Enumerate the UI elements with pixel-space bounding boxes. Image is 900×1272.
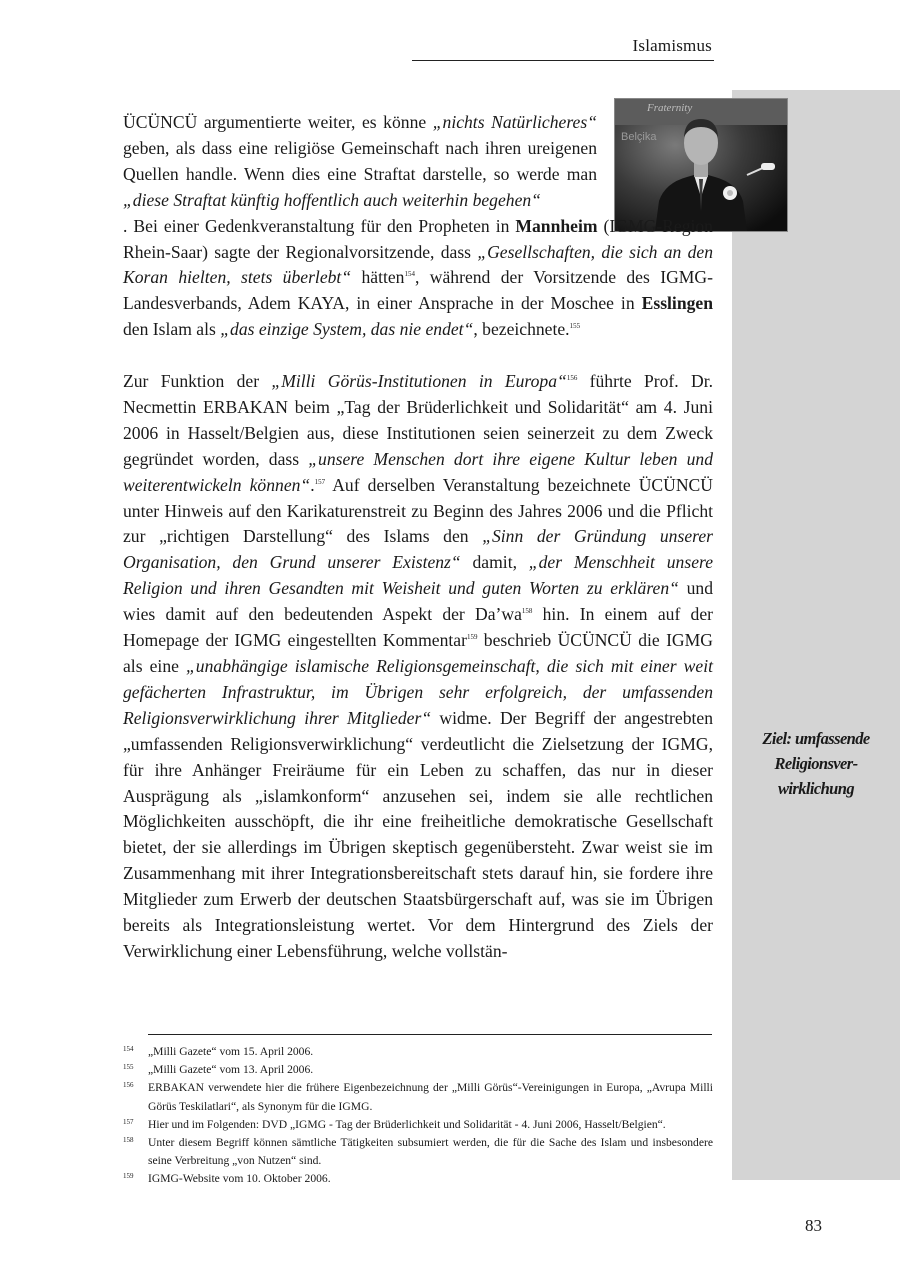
paragraph: Zur Funktion der „Milli Görüs-Institutionen in Europa“$^{156}$ führte Prof. Dr. Necmettin ERBAKAN beim „Tag der Brüderlichkeit und Solidarität“ am 4. Juni 2006 in Hasselt/Belgien aus, diese Institutionen seien seinerzeit zu dem Zweck gegründet worden, dass „unsere Menschen dort ihre eigene Kultur leben und weiterentwickeln können“.$^{157}$ Auf derselben Veranstaltung bezeichnete ÜCÜNCÜ unter Hinweis auf den Karikaturenstreit zu Beginn des Jahres 2006 und die Pflicht zur „richtigen Darstellung“ des Islams den „Sinn der Gründung unserer Organisation, den Grund unserer Existenz“ damit, „der Menschheit unsere Religion und ihren Gesandten mit Weisheit und guten Worten zu erklären“ und wies damit auf den bedeutenden Aspekt der Da’wa$^{158}$ hin. In einem auf der Homepage der IGMG eingestellten Kommentar$^{159}$ beschrieb ÜCÜNCÜ die IGMG als eine „unabhängige islamische Religionsgemeinschaft, die sich mit einer weit gefächerten Infrastruktur, im Übrigen sehr erfolgreich, der umfassenden Religionsverwirklichung ihrer Mitglieder“ widme. Der Begriff der angestrebten „umfassenden Religionsverwirklichung“ verdeutlicht die Zielsetzung der IGMG, für ihre Anhänger Freiräume für ein Leben zu schaffen, das nur in dieser Ausprägung als „islamkonform“ anzusehen sei, indem sie alle rechtlichen Möglichkeiten ausschöpft, die ihr eine freiheitliche demokratische Gesellschaft bietet, der sie allerdings im Übrigen skeptisch gegenübersteht. Zwar weist sie im Zusammenhang mit ihrer Integrationsbereitschaft stets darauf hin, sie fordere ihre Mitglieder zum Erwerb der deutschen Staatsbürgerschaft auf, was sie im Übrigen bereits als Integrationsleistung wertet. Vor dem Hintergrund des Ziels der Verwirklichung einer Lebensführung, welche vollstän-	[123, 371, 714, 961]
footnote-ref: 154	[404, 270, 415, 279]
page-number: 83	[805, 1216, 822, 1235]
footnote-ref: 155	[569, 322, 581, 331]
header-rule	[412, 60, 714, 61]
footnote-rule	[148, 1034, 712, 1035]
banner-text: Fraternity	[647, 102, 693, 114]
margin-note-line: Religionsver-	[774, 754, 858, 773]
margin-note-line: Ziel: umfassende	[762, 729, 870, 748]
footnote: 157 Hier und im Folgenden: DVD „IGMG - Tag der Brüderlichkeit und Solidarität - 4. Juni 2006, Hasselt/Belgien“.	[123, 1117, 666, 1131]
footnote-ref: 158	[521, 607, 533, 616]
footnote: 155 „Milli Gazete“ vom 13. April 2006.	[123, 1063, 314, 1077]
margin-note-line: wirklichung	[778, 779, 854, 798]
footnote: 158 Unter diesem Begriff können sämtliche Tätigkeiten subsumiert werden, die für die Sache des Islam und insbesondere seine Verbreitung „von Nutzen“ sind.	[123, 1136, 713, 1168]
footnotes	[123, 1043, 713, 1189]
footnote-ref: 159	[466, 633, 478, 642]
footnote-ref: 157	[314, 477, 326, 486]
running-header-title: Islamismus	[632, 36, 712, 55]
paragraph: ÜCÜNCÜ argumentierte weiter, es könne „nichts Natürlicheres“ geben, als dass eine religiöse Gemeinschaft nach ihren ureigenen Quellen handle. Wenn dies eine Straftat darstelle, so werde man „diese Straftat künftig hoffentlich auch weiterhin begehen“ . Bei einer Gedenkveranstaltung für den Propheten in Mannheim (IGMG-Region Rhein-Saar) sagte der Regionalvorsitzende, dass „Gesellschaften, die sich an den Koran hielten, stets überlebt“ hätten$^{154}$, während der Vorsitzende des IGMG-Landesverbands, Adem KAYA, in einer Ansprache in der Moschee in Esslingen den Islam als „das einzige System, das nie endet“, bezeichnete.$^{155}$	[123, 112, 713, 340]
footnote: 159 IGMG-Website vom 10. Oktober 2006.	[123, 1172, 331, 1186]
margin-sidebar	[732, 90, 900, 1180]
footnote: 156 ERBAKAN verwendete hier die frühere Eigenbezeichnung der „Milli Görüs“-Vereinigungen in Europa, „Avrupa Milli Görüs Teskilatlari“, als Synonym für die IGMG.	[123, 1081, 713, 1113]
footnote-ref: 156	[566, 374, 578, 383]
margin-note	[736, 726, 896, 801]
footnote: 154 „Milli Gazete“ vom 15. April 2006.	[123, 1045, 314, 1058]
banner-text: Belçika	[621, 131, 657, 143]
main-body-text	[123, 110, 713, 965]
